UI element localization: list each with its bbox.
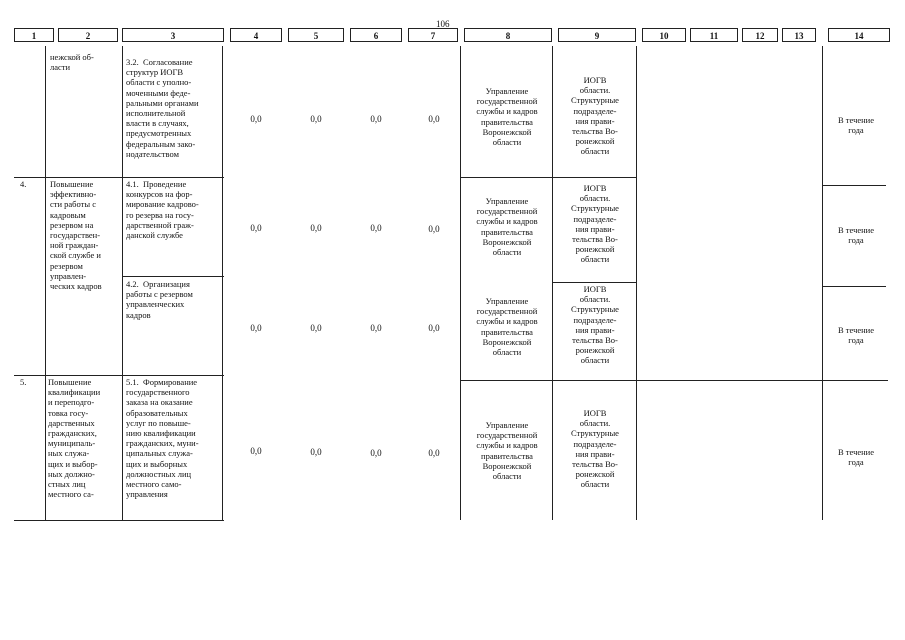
grid-line xyxy=(14,375,224,376)
row-4-col2: Повышение квалификации и переподго- товка госу- дарственных гражданских, муниципаль- ных служа- щих и выбор- ных должно- стных лиц местного са- xyxy=(48,377,101,500)
header-col-7: 7 xyxy=(408,28,458,42)
page-number: 106 xyxy=(436,19,450,29)
row-1-value-7: 0,0 xyxy=(428,114,440,124)
row-3-col3: 4.2. Организация работы с резервом управленческих кадров xyxy=(126,279,193,320)
row-3-coexecutors: ИОГВ области. Структурные подразделе- ния прави- тельства Во- ронежской области xyxy=(571,284,619,366)
row-1-col3: 3.2. Согласование структур ИОГВ области с уполно- моченными феде- ральными органами исполнительной власти в случаях, предусмотренных федеральным зако- нодательством xyxy=(126,57,199,159)
row-3-value-5: 0,0 xyxy=(310,323,322,333)
grid-line xyxy=(45,46,46,520)
row-4-col3: 5.1. Формирование государственного заказа на оказание образовательных услуг по повыше- нию квалификации гражданских, муни- ципальных служа- щих и выборных должностных лиц местного само- управления xyxy=(126,377,199,500)
row-3-value-7: 0,0 xyxy=(428,323,440,333)
grid-line xyxy=(460,177,636,178)
grid-line xyxy=(460,46,461,520)
row-1-deadline: В течение года xyxy=(838,115,874,136)
header-col-9: 9 xyxy=(558,28,636,42)
grid-line xyxy=(552,282,636,283)
grid-line xyxy=(222,46,223,520)
row-4-responsible: Управление государственной службы и кадров правительства Воронежской области xyxy=(476,420,538,482)
row-2-number: 4. xyxy=(20,179,27,189)
row-2-value-4: 0,0 xyxy=(250,223,262,233)
header-col-4: 4 xyxy=(230,28,282,42)
row-1-value-5: 0,0 xyxy=(310,114,322,124)
row-2-col2: Повышение эффективно- сти работы с кадровым резервом на государствен- ной граждан- ской службе и резервом управлен- ческих кадров xyxy=(50,179,102,292)
grid-line xyxy=(822,46,823,520)
row-2-deadline: В течение года xyxy=(838,225,874,246)
row-4-value-4: 0,0 xyxy=(250,446,262,456)
header-col-14: 14 xyxy=(828,28,890,42)
row-4-coexecutors: ИОГВ области. Структурные подразделе- ния прави- тельства Во- ронежской области xyxy=(571,408,619,490)
row-4-value-7: 0,0 xyxy=(428,448,440,458)
grid-line xyxy=(552,46,553,520)
grid-line xyxy=(122,276,224,277)
grid-line xyxy=(822,185,886,186)
header-col-10: 10 xyxy=(642,28,686,42)
row-3-responsible: Управление государственной службы и кадров правительства Воронежской области xyxy=(476,296,538,358)
header-col-2: 2 xyxy=(58,28,118,42)
row-1-value-4: 0,0 xyxy=(250,114,262,124)
row-2-col3: 4.1. Проведение конкурсов на фор- мирование кадрово- го резерва на госу- дарственной граж- данской службе xyxy=(126,179,199,241)
row-2-responsible: Управление государственной службы и кадров правительства Воронежской области xyxy=(476,196,538,258)
header-col-8: 8 xyxy=(464,28,552,42)
grid-line xyxy=(14,177,224,178)
grid-line xyxy=(636,46,637,520)
grid-line xyxy=(822,286,886,287)
header-col-12: 12 xyxy=(742,28,778,42)
row-4-value-6: 0,0 xyxy=(370,448,382,458)
header-col-5: 5 xyxy=(288,28,344,42)
row-1-col2: нежской об- ласти xyxy=(50,52,94,73)
row-1-value-6: 0,0 xyxy=(370,114,382,124)
header-col-3: 3 xyxy=(122,28,224,42)
grid-line xyxy=(14,520,224,521)
header-col-1: 1 xyxy=(14,28,54,42)
row-3-deadline: В течение года xyxy=(838,325,874,346)
row-3-value-6: 0,0 xyxy=(370,323,382,333)
row-2-value-6: 0,0 xyxy=(370,223,382,233)
row-4-number: 5. xyxy=(20,377,27,387)
row-4-deadline: В течение года xyxy=(838,447,874,468)
grid-line xyxy=(460,380,888,381)
grid-line xyxy=(122,46,123,520)
row-2-value-5: 0,0 xyxy=(310,223,322,233)
row-2-coexecutors: ИОГВ области. Структурные подразделе- ния прави- тельства Во- ронежской области xyxy=(571,183,619,265)
header-col-6: 6 xyxy=(350,28,402,42)
header-col-11: 11 xyxy=(690,28,738,42)
row-2-value-7: 0,0 xyxy=(428,224,440,234)
row-3-value-4: 0,0 xyxy=(250,323,262,333)
row-1-responsible: Управление государственной службы и кадров правительства Воронежской области xyxy=(476,86,538,148)
row-4-value-5: 0,0 xyxy=(310,447,322,457)
row-1-coexecutors: ИОГВ области. Структурные подразделе- ния прави- тельства Во- ронежской области xyxy=(571,75,619,157)
header-col-13: 13 xyxy=(782,28,816,42)
